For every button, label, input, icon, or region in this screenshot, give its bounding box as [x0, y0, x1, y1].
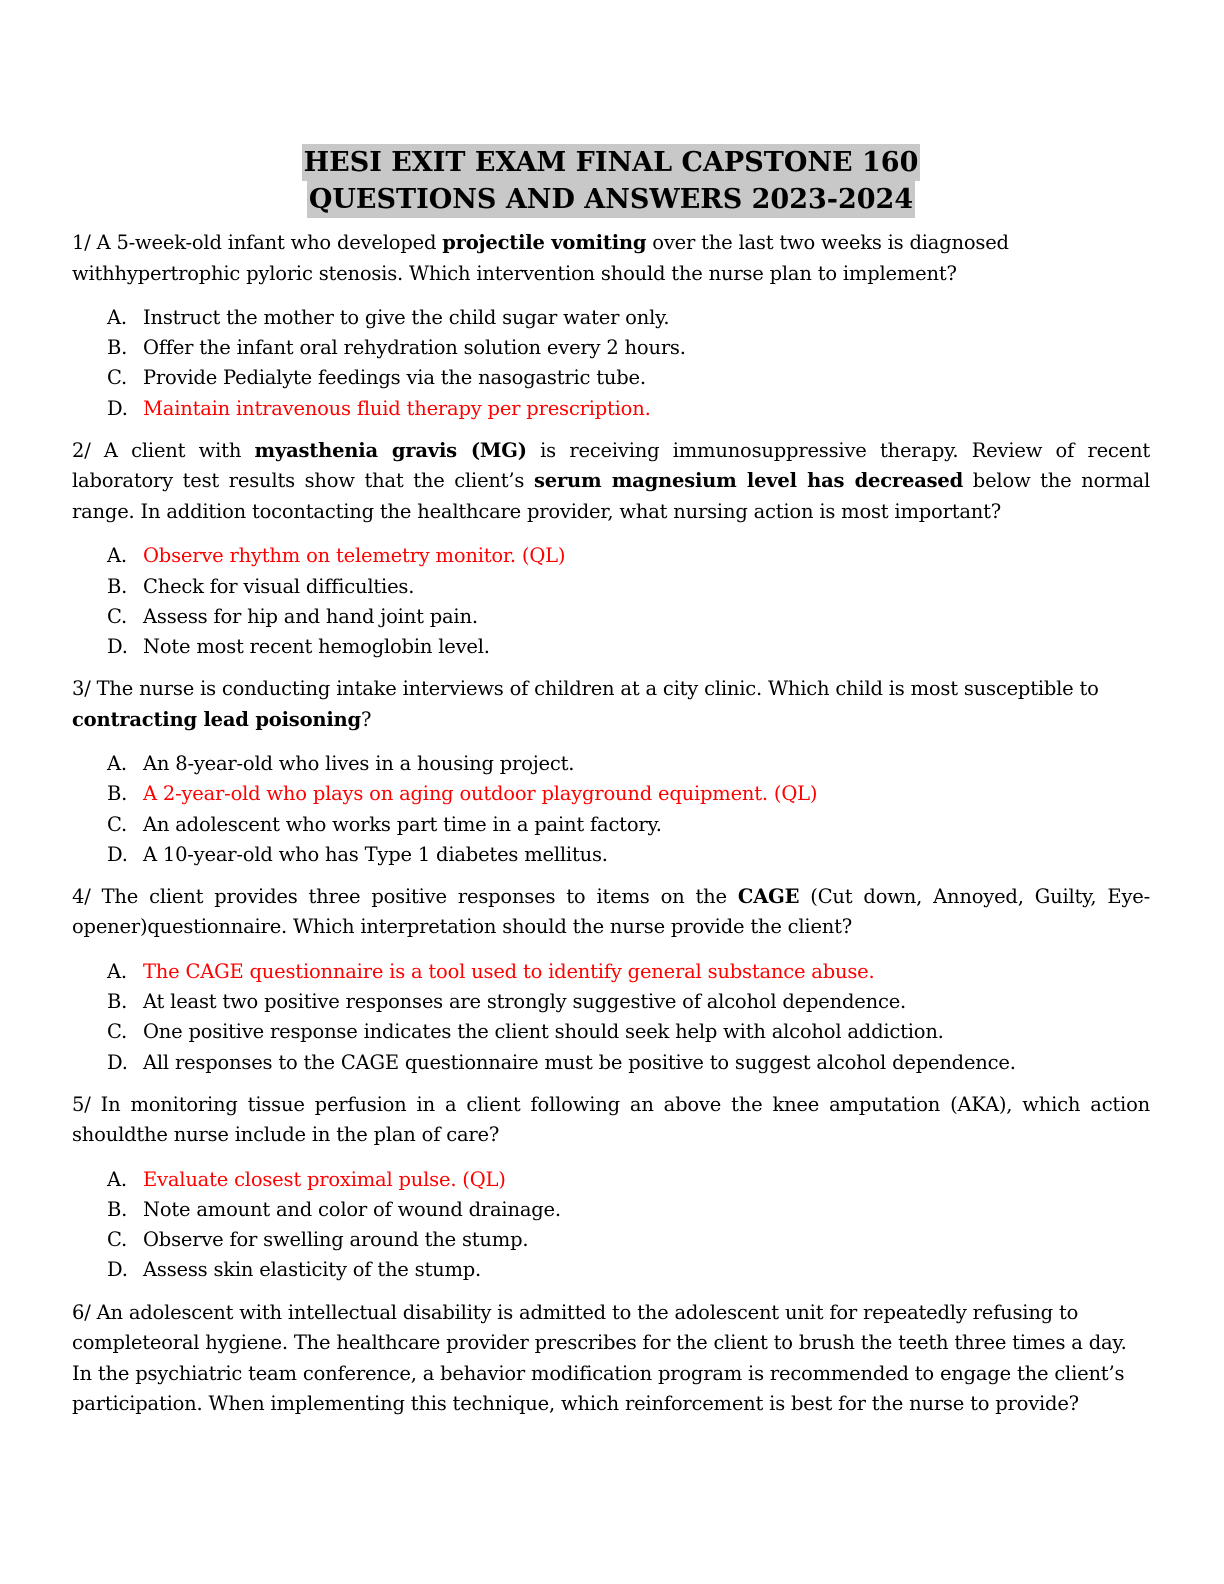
- option-letter: C.: [107, 1020, 128, 1044]
- question-stem: [72, 882, 1150, 943]
- option-letter: D.: [107, 842, 128, 866]
- option-letter: A.: [107, 1167, 127, 1191]
- option-text: Note amount and color of wound drainage.: [143, 1197, 561, 1221]
- option-letter: C.: [107, 1228, 128, 1252]
- option-letter: C.: [107, 604, 128, 628]
- option-text: Maintain intravenous fluid therapy per prescription.: [143, 396, 651, 420]
- option: [72, 602, 1150, 632]
- option-text: Check for visual difficulties.: [143, 574, 415, 598]
- option: [72, 987, 1150, 1017]
- option: [72, 749, 1150, 779]
- stem-text: is receiving immunosuppressive therapy. Review of recent laboratory test results show that the client’s: [72, 438, 1150, 493]
- option-text: Instruct the mother to give the child sugar water only.: [143, 306, 670, 329]
- option-letter: D.: [107, 634, 128, 658]
- stem-text: 3/ The nurse is conducting intake interviews of children at a city clinic. Which child is most susceptible to: [72, 677, 1099, 701]
- option-letter: B.: [107, 990, 128, 1014]
- option-letter: A.: [107, 959, 127, 983]
- option-text: Observe rhythm on telemetry monitor. (QL): [143, 544, 566, 568]
- option-list: [72, 749, 1150, 870]
- stem-emphasis: myasthenia gravis (MG): [254, 438, 527, 462]
- option-text: An 8-year-old who lives in a housing project.: [143, 752, 575, 776]
- option-text: A 10-year-old who has Type 1 diabetes mellitus.: [143, 842, 608, 866]
- option-list: [72, 541, 1150, 662]
- stem-emphasis: contracting lead poisoning: [72, 707, 361, 731]
- option-letter: D.: [107, 1050, 128, 1074]
- option-text: Evaluate closest proximal pulse. (QL): [143, 1167, 506, 1191]
- title-line-1: HESI EXIT EXAM FINAL CAPSTONE 160: [302, 144, 921, 181]
- option-correct: [72, 394, 1150, 424]
- question-stem: [72, 228, 1150, 289]
- option-letter: A.: [107, 752, 127, 776]
- stem-text: ?: [360, 707, 372, 731]
- stem-emphasis: serum magnesium level has decreased: [533, 469, 964, 493]
- option: [72, 1195, 1150, 1225]
- stem-text: over the last two weeks is diagnosed withhypertrophic pyloric stenosis. Which intervention should the nurse plan to implement?: [72, 231, 1009, 285]
- option-text: One positive response indicates the client should seek help with alcohol addiction.: [143, 1020, 944, 1044]
- stem-text: 2/ A client with: [72, 438, 255, 462]
- option-correct: [72, 957, 1150, 987]
- option: [72, 572, 1150, 602]
- option: [72, 363, 1150, 393]
- stem-text: 1/ A 5-week-old infant who developed: [72, 231, 443, 254]
- option-letter: B.: [107, 336, 128, 360]
- option: [72, 1225, 1150, 1255]
- option-letter: D.: [107, 396, 128, 420]
- question-list: [72, 228, 1150, 1420]
- stem-text: below the normal range. In addition tocontacting the healthcare provider, what nursing action is most important?: [72, 469, 1150, 523]
- option: [72, 1255, 1150, 1285]
- option-letter: B.: [107, 1197, 128, 1221]
- option: [72, 632, 1150, 662]
- option-text: Offer the infant oral rehydration solution every 2 hours.: [143, 336, 686, 360]
- option-text: Assess for hip and hand joint pain.: [143, 604, 478, 628]
- option-letter: A.: [107, 306, 127, 329]
- option-letter: C.: [107, 366, 128, 390]
- option-list: [72, 303, 1150, 424]
- option-text: A 2-year-old who plays on aging outdoor playground equipment. (QL): [143, 782, 818, 806]
- option-list: [72, 1165, 1150, 1286]
- option-correct: [72, 541, 1150, 571]
- option-letter: C.: [107, 812, 128, 836]
- option-text: At least two positive responses are strongly suggestive of alcohol dependence.: [143, 990, 907, 1014]
- option: [72, 840, 1150, 870]
- option-text: Assess skin elasticity of the stump.: [143, 1258, 482, 1282]
- option-letter: A.: [107, 544, 127, 568]
- question-stem: [72, 1090, 1150, 1151]
- stem-emphasis: projectile vomiting: [442, 231, 647, 254]
- document-page: [72, 144, 1150, 1434]
- option-text: Note most recent hemoglobin level.: [143, 634, 490, 658]
- option: [72, 1017, 1150, 1047]
- option-letter: B.: [107, 782, 128, 806]
- stem-text: 5/ In monitoring tissue perfusion in a client following an above the knee amputation (AKA), which action shouldthe nurse include in the plan of care?: [72, 1092, 1150, 1147]
- option-text: Observe for swelling around the stump.: [143, 1228, 529, 1252]
- stem-text: 4/ The client provides three positive responses to items on the: [72, 884, 738, 908]
- option-list: [72, 957, 1150, 1078]
- option-letter: D.: [107, 1258, 128, 1282]
- question-stem: [72, 674, 1150, 735]
- option: [72, 303, 1150, 333]
- question-stem: [72, 1298, 1150, 1420]
- stem-emphasis: CAGE: [737, 884, 800, 908]
- option-correct: [72, 1165, 1150, 1195]
- option-text: An adolescent who works part time in a paint factory.: [143, 812, 662, 836]
- stem-text: (Cut down, Annoyed, Guilty, Eye-opener)questionnaire. Which interpretation should the nurse provide the client?: [72, 884, 1150, 939]
- title-line-2: QUESTIONS AND ANSWERS 2023-2024: [307, 181, 915, 218]
- question-stem: [72, 436, 1150, 528]
- option-text: All responses to the CAGE questionnaire must be positive to suggest alcohol dependence.: [143, 1050, 1016, 1074]
- option-text: Provide Pedialyte feedings via the nasogastric tube.: [143, 366, 646, 390]
- option: [72, 333, 1150, 363]
- option: [72, 1048, 1150, 1078]
- stem-text: 6/ An adolescent with intellectual disability is admitted to the adolescent unit for repeatedly refusing to completeoral hygiene. The healthcare provider prescribes for the client to brush the teeth three times a day. In the psychiatric team conference, a behavior modification program is recommended to engage the client’s participation. When implementing this technique, which reinforcement is best for the nurse to provide?: [72, 1300, 1127, 1416]
- option-text: The CAGE questionnaire is a tool used to identify general substance abuse.: [143, 959, 875, 983]
- option: [72, 810, 1150, 840]
- option-letter: B.: [107, 574, 128, 598]
- document-title: [72, 144, 1150, 218]
- option-correct: [72, 779, 1150, 809]
